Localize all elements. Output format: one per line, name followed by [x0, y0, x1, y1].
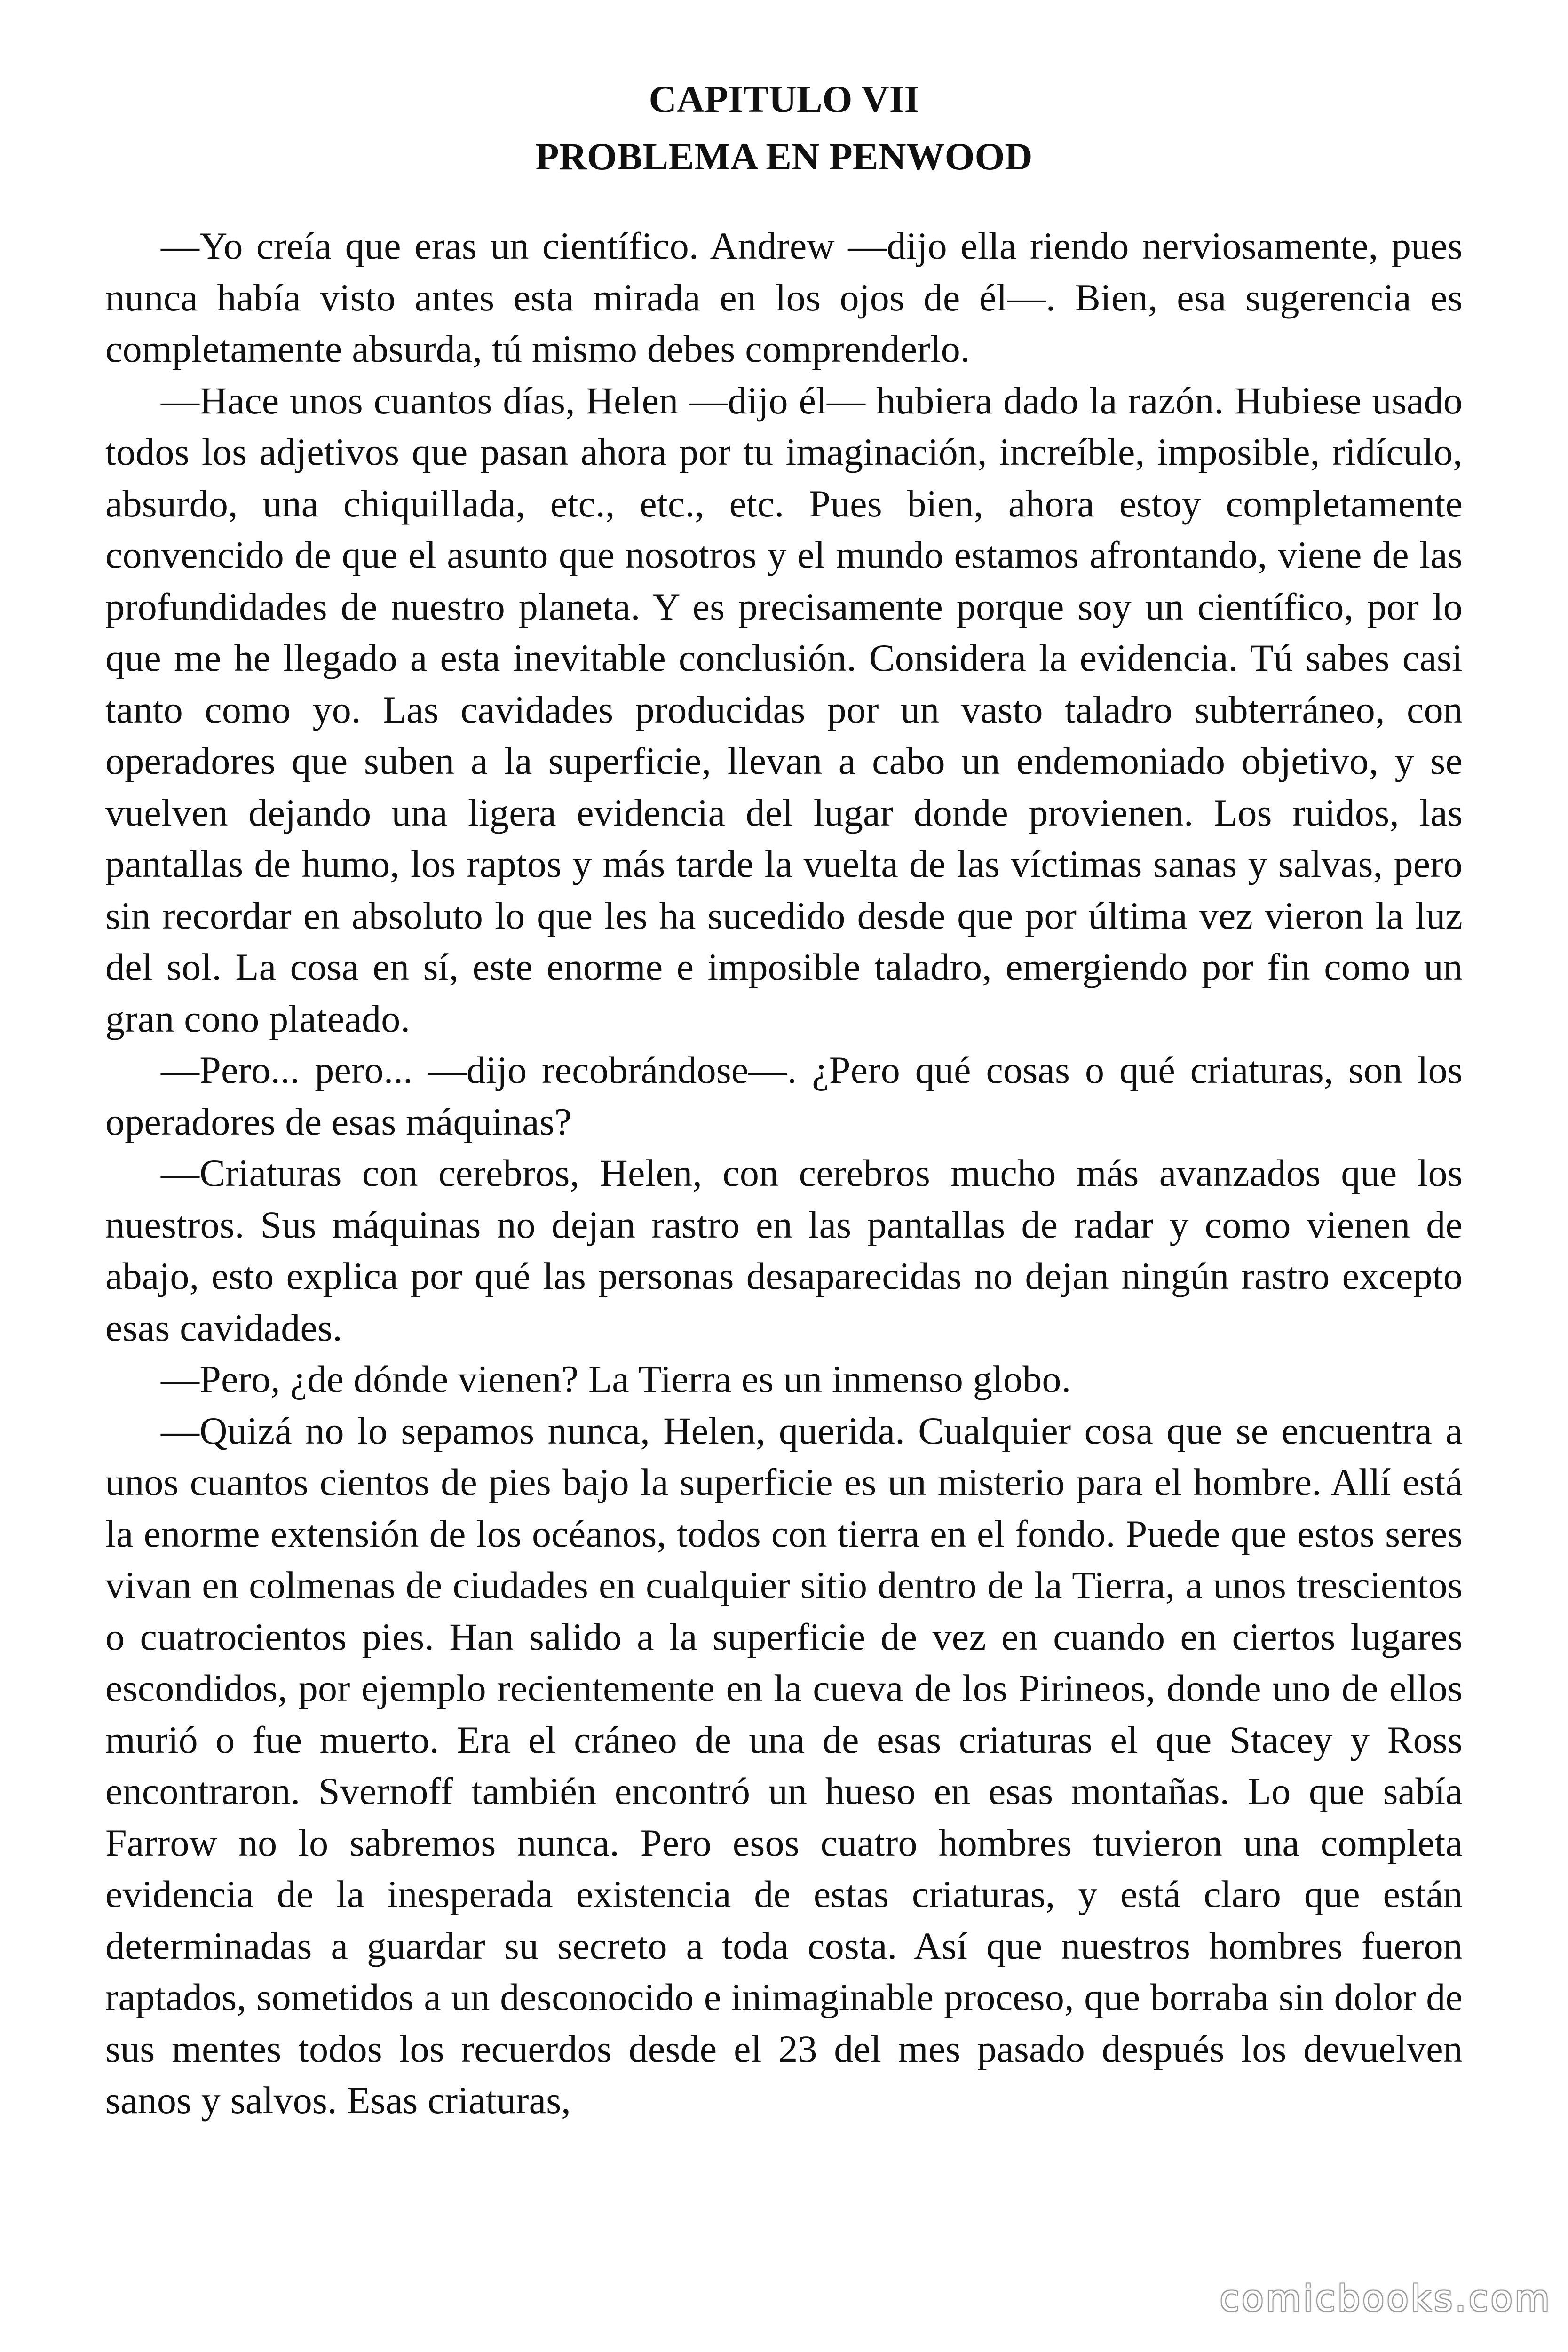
paragraph: —Pero... pero... —dijo recobrándose—. ¿Pero qué cosas o qué criaturas, son los operadores de esas máquinas?	[105, 1049, 1463, 1143]
watermark: comicbooks.com	[1220, 2277, 1552, 2319]
chapter-header	[0, 71, 1568, 185]
paragraph: —Quizá no lo sepamos nunca, Helen, querida. Cualquier cosa que se encuentra a unos cuantos cientos de pies bajo la superficie es un misterio para el hombre. Allí está la enorme extensión de los océanos, todos con tierra en el fondo. Puede que estos seres vivan en colmenas de ciudades en cualquier sitio dentro de la Tierra, a unos trescientos o cuatrocientos pies. Han salido a la superficie de vez en cuando en ciertos lugares escondidos, por ejemplo recientemente en la cueva de los Pirineos, donde uno de ellos murió o fue muerto. Era el cráneo de una de esas criaturas el que Stacey y Ross encontraron. Svernoff también encontró un hueso en esas montañas. Lo que sabía Farrow no lo sabremos nunca. Pero esos cuatro hombres tuvieron una completa evidencia de la inesperada existencia de estas criaturas, y está claro que están determinadas a guardar su secreto a toda costa. Así que nuestros hombres fueron raptados, sometidos a un desconocido e inimaginable proceso, que borraba sin dolor de sus mentes todos los recuerdos desde el 23 del mes pasado después los devuelven sanos y salvos. Esas criaturas,	[105, 1409, 1463, 2122]
paragraph: —Yo creía que eras un científico. Andrew —dijo ella riendo nerviosamente, pues nunca había visto antes esta mirada en los ojos de él—. Bien, esa sugerencia es completamente absurda, tú mismo debes comprenderlo.	[105, 224, 1463, 370]
paragraph: —Hace unos cuantos días, Helen —dijo él— hubiera dado la razón. Hubiese usado todos los adjetivos que pasan ahora por tu imaginación, increíble, imposible, ridículo, absurdo, una chiquillada, etc., etc., etc. Pues bien, ahora estoy completamente convencido de que el asunto que nosotros y el mundo estamos afrontando, viene de las profundidades de nuestro planeta. Y es precisamente porque soy un científico, por lo que me he llegado a esta inevitable conclusión. Considera la evidencia. Tú sabes casi tanto como yo. Las cavidades producidas por un vasto taladro subterráneo, con operadores que suben a la superficie, llevan a cabo un endemoniado objetivo, y se vuelven dejando una ligera evidencia del lugar donde provienen. Los ruidos, las pantallas de humo, los raptos y más tarde la vuelta de las víctimas sanas y salvas, pero sin recordar en absoluto lo que les ha sucedido desde que por última vez vieron la luz del sol. La cosa en sí, este enorme e imposible taladro, emergiendo por fin como un gran cono plateado.	[105, 379, 1463, 1040]
chapter-body	[105, 220, 1463, 2126]
chapter-label: CAPITULO VII	[649, 78, 919, 120]
paragraph: —Pero, ¿de dónde vienen? La Tierra es un inmenso globo.	[161, 1358, 1071, 1400]
chapter-title: PROBLEMA EN PENWOOD	[535, 135, 1033, 178]
paragraph: —Criaturas con cerebros, Helen, con cerebros mucho más avanzados que los nuestros. Sus máquinas no dejan rastro en las pantallas de radar y como vienen de abajo, esto explica por qué las personas desaparecidas no dejan ningún rastro excepto esas cavidades.	[105, 1152, 1463, 1349]
